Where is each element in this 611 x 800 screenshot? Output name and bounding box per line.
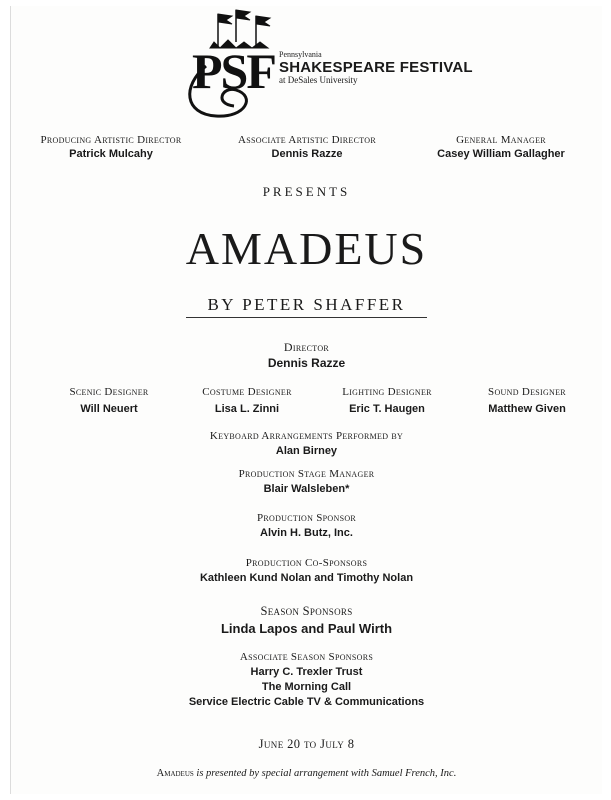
rights-footnote [11,768,602,779]
director-name: Dennis Razze [267,356,346,370]
performance-dates: June 20 to July 8 [258,737,355,751]
logo-state: Pennsylvania [279,50,322,59]
production-sponsor-role: Production Sponsor [256,512,357,524]
staff-name: Patrick Mulcahy [69,148,153,160]
logo-letters: PSF [192,43,275,99]
designer-scenic [39,386,179,416]
associate-sponsor-name: Harry C. Trexler Trust [250,666,363,678]
playwright-byline: BY PETER SHAFFER [207,295,406,314]
associate-sponsors-role: Associate Season Sponsors [239,651,374,663]
logo-wordmark [279,50,473,85]
designer-role: Scenic Designer [69,386,149,398]
footnote-text: is presented by special arrangement with Samuel French, Inc. [193,768,457,779]
staff-role: Producing Artistic Director [40,134,182,146]
designer-name: Matthew Given [488,403,566,415]
designer-lighting [317,386,457,416]
designer-name: Eric T. Haugen [349,403,425,415]
stage-manager-role: Production Stage Manager [238,468,375,480]
keyboard-role: Keyboard Arrangements Performed by [209,430,404,442]
stage-manager-name: Blair Walsleben* [263,483,350,495]
production-sponsor-name: Alvin H. Butz, Inc. [260,527,353,539]
title-divider [186,317,427,318]
designer-role: Sound Designer [488,386,566,398]
logo-university: at DeSales University [279,75,358,85]
show-title: AMADEUS [185,223,428,274]
footnote-title: Amadeus [156,768,194,779]
staff-associate-artistic-director [207,134,407,161]
designer-name: Lisa L. Zinni [214,403,280,415]
staff-name: Casey William Gallagher [437,148,565,160]
presents-label: PRESENTS [262,184,351,199]
director-role: Director [283,340,330,354]
designer-sound [457,386,597,416]
season-sponsors-role: Season Sponsors [260,604,353,618]
staff-general-manager [401,134,601,161]
co-sponsors-role: Production Co-Sponsors [245,557,368,569]
season-sponsors-name: Linda Lapos and Paul Wirth [220,621,393,636]
designer-name: Will Neuert [80,403,138,415]
program-page [10,6,602,794]
staff-role: Associate Artistic Director [238,134,376,146]
designer-role: Costume Designer [202,386,292,398]
associate-sponsor-name: The Morning Call [261,681,352,693]
co-sponsors-name: Kathleen Kund Nolan and Timothy Nolan [199,572,414,584]
staff-name: Dennis Razze [271,148,343,160]
designer-role: Lighting Designer [342,386,432,398]
designer-costume [177,386,317,416]
keyboard-name: Alan Birney [275,445,338,457]
staff-producing-artistic-director [11,134,211,161]
associate-sponsor-name: Service Electric Cable TV & Communications [188,696,425,708]
logo-festival-name: SHAKESPEARE FESTIVAL [279,59,473,76]
staff-role: General Manager [456,134,546,146]
